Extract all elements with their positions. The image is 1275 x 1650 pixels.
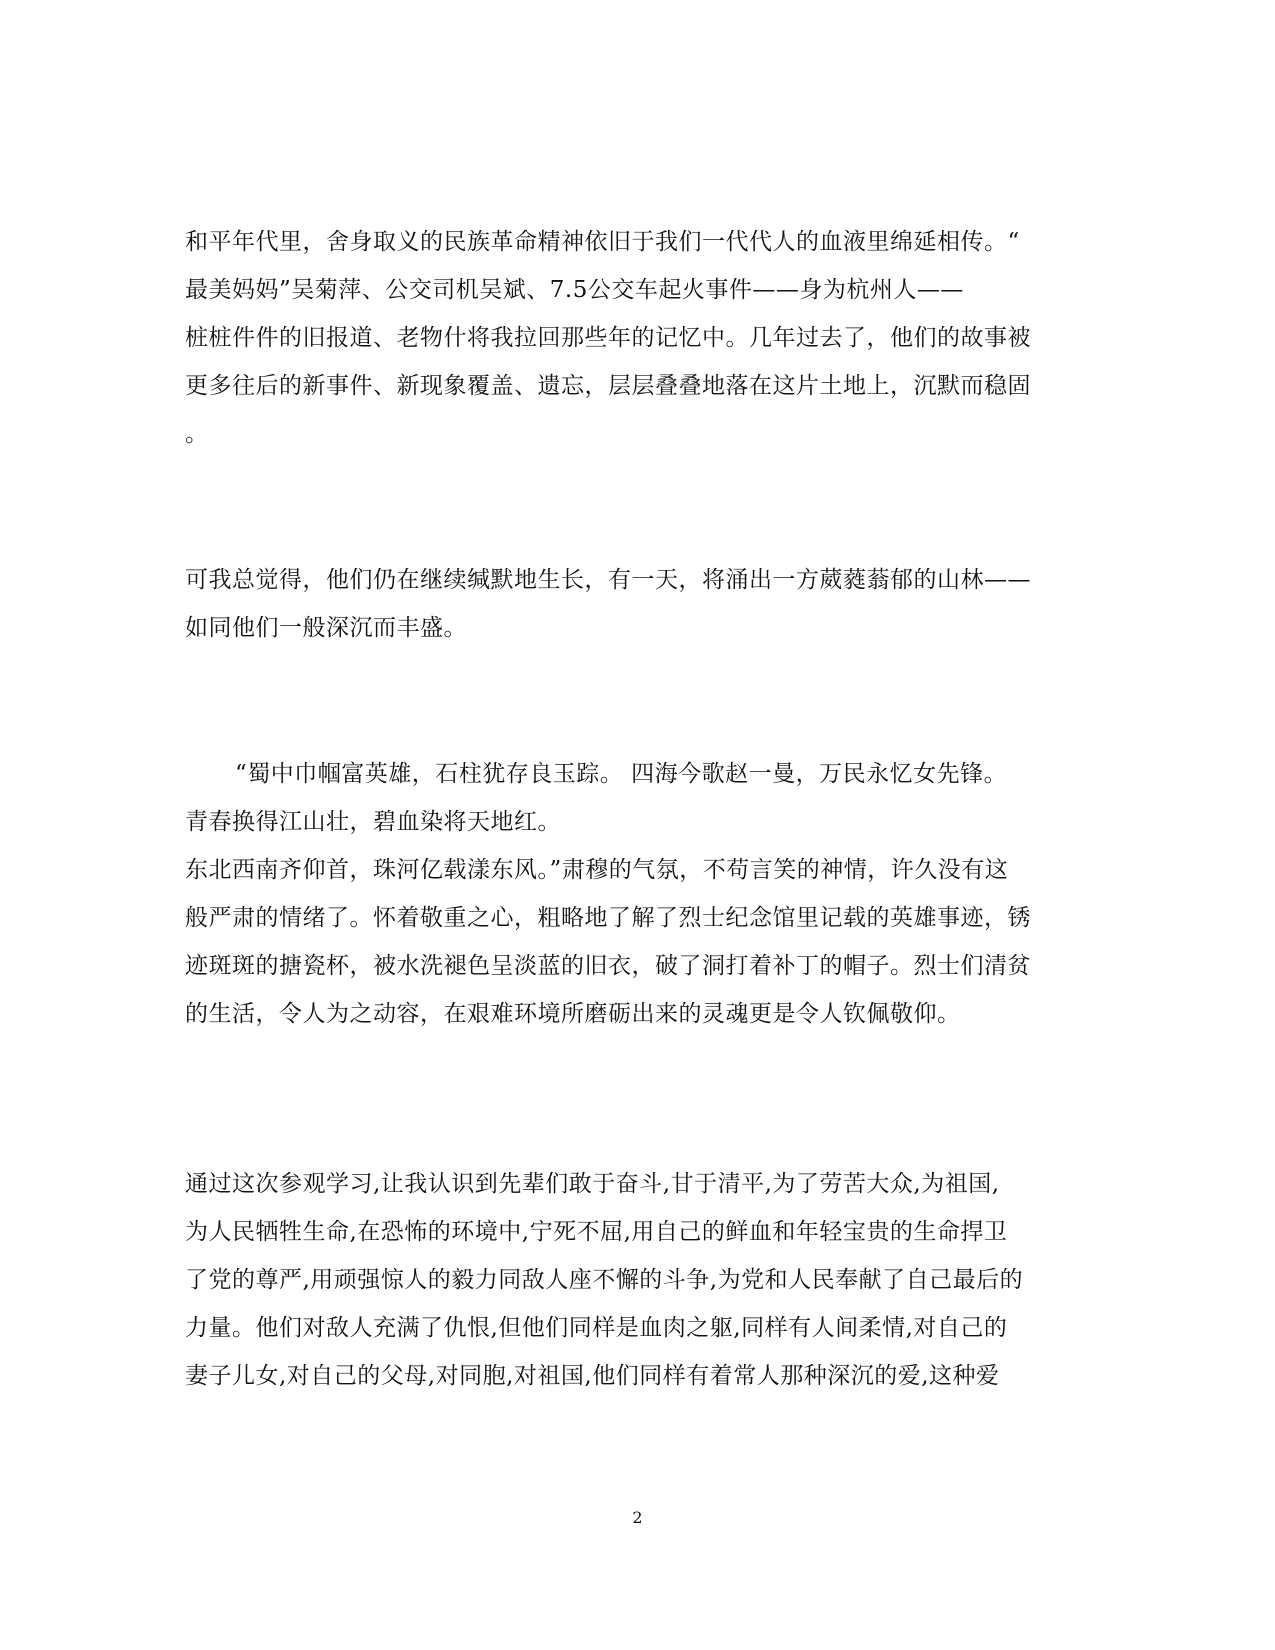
text-line: 通过这次参观学习,让我认识到先辈们敢于奋斗,甘于清平,为了劳苦大众,为祖国, bbox=[185, 1171, 1000, 1197]
text-line: 和平年代里，舍身取义的民族革命精神依旧于我们一代代人的血液里绵延相传。“ bbox=[185, 229, 1020, 255]
page-number: 2 bbox=[632, 1508, 643, 1527]
text-line: 力量。他们对敌人充满了仇恨,但他们同样是血肉之躯,同样有人间柔情,对自己的 bbox=[185, 1315, 1008, 1341]
text-line: 妻子儿女,对自己的父母,对同胞,对祖国,他们同样有着常人那种深沉的爱,这种爱 bbox=[185, 1363, 1000, 1389]
text-line: 。 bbox=[185, 421, 209, 447]
text-line: 桩桩件件的旧报道、老物什将我拉回那些年的记忆中。几年过去了，他们的故事被 bbox=[185, 325, 1031, 351]
text-line: 最美妈妈”吴菊萍、公交司机吴斌、7.5公交车起火事件——身为杭州人—— bbox=[185, 277, 964, 303]
text-line: 东北西南齐仰首，珠河亿载漾东风。”肃穆的气氛，不苟言笑的神情，许久没有这 bbox=[185, 857, 1009, 883]
text-line: “蜀中巾帼富英雄，石柱犹存良玉踪。 四海今歌赵一曼，万民永忆女先锋。 bbox=[235, 761, 1008, 787]
text-line: 可我总觉得，他们仍在继续缄默地生长，有一天，将涌出一方葳蕤蓊郁的山林—— bbox=[185, 567, 1031, 593]
text-line: 迹斑斑的搪瓷杯，被水洗褪色呈淡蓝的旧衣，破了洞打着补丁的帽子。烈士们清贫 bbox=[185, 953, 1031, 979]
text-line: 如同他们一般深沉而丰盛。 bbox=[185, 615, 467, 641]
text-line: 了党的尊严,用顽强惊人的毅力同敌人座不懈的斗争,为党和人民奉献了自己最后的 bbox=[185, 1267, 1024, 1293]
text-line: 为人民牺牲生命,在恐怖的环境中,宁死不屈,用自己的鲜血和年轻宝贵的生命捍卫 bbox=[185, 1219, 1008, 1245]
text-line: 的生活，令人为之动容，在艰难环境所磨砺出来的灵魂更是令人钦佩敬仰。 bbox=[185, 1001, 961, 1027]
text-line: 般严肃的情绪了。怀着敬重之心，粗略地了解了烈士纪念馆里记载的英雄事迹，锈 bbox=[185, 905, 1031, 931]
text-line: 青春换得江山壮，碧血染将天地红。 bbox=[185, 809, 561, 835]
text-line: 更多往后的新事件、新现象覆盖、遗忘，层层叠叠地落在这片土地上，沉默而稳固 bbox=[185, 373, 1031, 399]
